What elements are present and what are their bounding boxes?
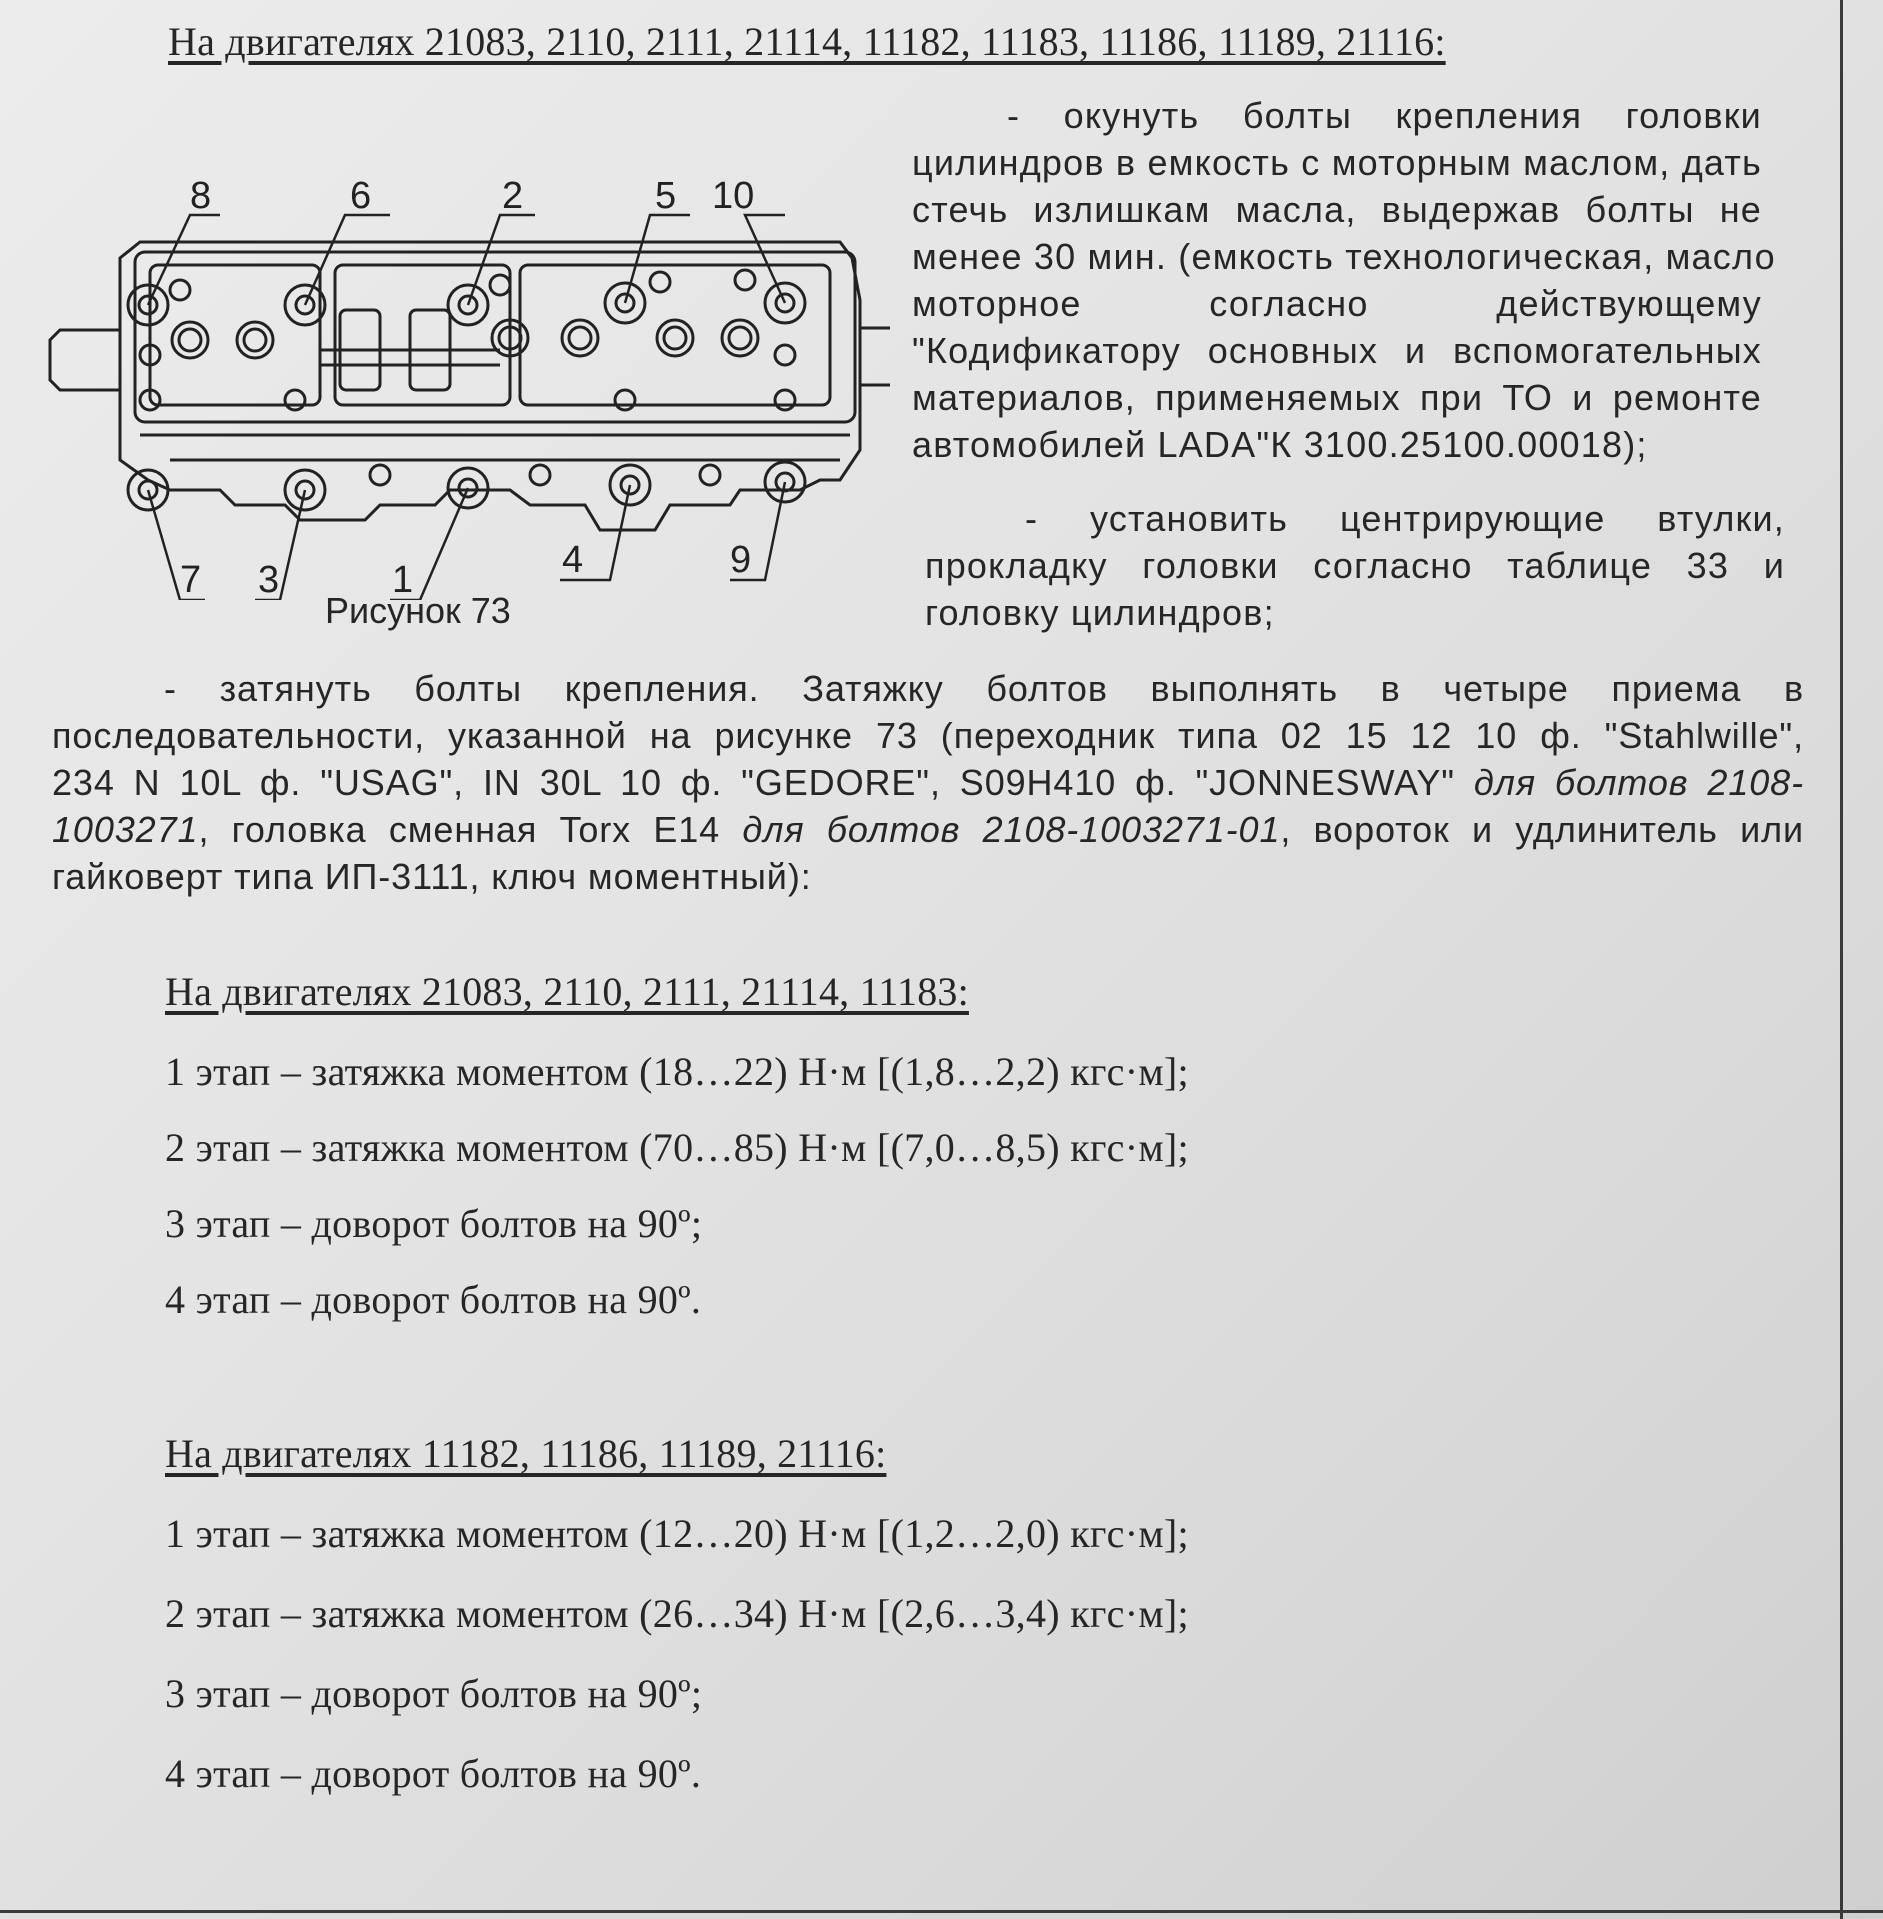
callout-label-9: 9 [730, 539, 752, 581]
text-line: - установить центрирующие втулки, [1025, 498, 1785, 539]
text-line: гайковерт типа ИП-3111, ключ моментный): [52, 856, 812, 897]
step-b-2: 2 этап – затяжка моментом (26…34) Н·м [(2,6…3,4) кгс·м]; [165, 1591, 1189, 1636]
text-line: менее 30 мин. (емкость технологическая, масло [912, 236, 1776, 277]
step-a-4: 4 этап – доворот болтов на 90º. [165, 1277, 702, 1322]
text-line: цилиндров в емкость с моторным маслом, дать [912, 142, 1762, 183]
heading-all-engines: На двигателях 21083, 2110, 2111, 21114, 11182, 11183, 11186, 11189, 21116: [168, 19, 1446, 64]
step-b-3: 3 этап – доворот болтов на 90º; [165, 1671, 703, 1716]
italic-text: для болтов 2108- [1473, 762, 1804, 803]
step-a-3: 3 этап – доворот болтов на 90º; [165, 1201, 703, 1246]
page-edge-line [1840, 0, 1843, 1919]
callout-label-2: 2 [502, 175, 524, 217]
step-b-4: 4 этап – доворот болтов на 90º. [165, 1751, 702, 1796]
instruction-tighten-bolts [52, 665, 1804, 900]
italic-text: для болтов 2108-1003271-01 [742, 809, 1281, 850]
text-line: - окунуть болты крепления головки [1007, 95, 1762, 136]
heading-engines-group-a: На двигателях 21083, 2110, 2111, 21114, 11183: [165, 969, 969, 1014]
callout-label-5: 5 [655, 175, 677, 217]
step-a-1: 1 этап – затяжка моментом (18…22) Н·м [(1,8…2,2) кгс·м]; [165, 1049, 1189, 1094]
callout-label-6: 6 [350, 175, 372, 217]
figure-caption: Рисунок 73 [325, 590, 511, 631]
text-line: стечь излишкам масла, выдержав болты не [912, 189, 1762, 230]
text-line: автомобилей LADA"К 3100.25100.00018); [912, 424, 1648, 465]
text-line: прокладку головки согласно таблице 33 и [925, 545, 1785, 586]
step-b-1: 1 этап – затяжка моментом (12…20) Н·м [(1,2…2,0) кгс·м]; [165, 1511, 1189, 1556]
text-line: последовательности, указанной на рисунке 73 (переходник типа 02 15 12 10 ф. "Stahlwille", [52, 715, 1804, 756]
step-a-2: 2 этап – затяжка моментом (70…85) Н·м [(7,0…8,5) кгс·м]; [165, 1125, 1189, 1170]
callout-label-3: 3 [258, 559, 280, 600]
italic-text: 1003271 [52, 809, 199, 850]
callout-label-10: 10 [712, 175, 755, 217]
cylinder-head-diagram [40, 160, 890, 600]
text-span: 234 N 10L ф. "USAG", IN 30L 10 ф. "GEDORE", S09H410 ф. "JONNESWAY" [52, 762, 1474, 803]
callout-label-1: 1 [392, 559, 414, 600]
instruction-install-head [925, 495, 1785, 636]
text-line: "Кодификатору основных и вспомогательных [912, 330, 1762, 371]
callout-label-4: 4 [562, 539, 584, 581]
text-line [52, 759, 1804, 806]
text-line: головку цилиндров; [925, 592, 1275, 633]
callout-label-7: 7 [180, 559, 202, 600]
callout-label-8: 8 [190, 175, 212, 217]
text-span: , головка сменная Torx E14 [198, 809, 743, 850]
head-bolts [128, 283, 805, 510]
text-line: материалов, применяемых при ТО и ремонте [912, 377, 1762, 418]
leader-lines [148, 215, 785, 600]
instruction-oil-bolts [912, 92, 1776, 468]
text-line [52, 806, 1804, 853]
text-span: , вороток и удлинитель или [1280, 809, 1804, 850]
text-line: - затянуть болты крепления. Затяжку болтов выполнять в четыре приема в [164, 668, 1804, 709]
text-line: моторное согласно действующему [912, 283, 1762, 324]
heading-engines-group-b: На двигателях 11182, 11186, 11189, 21116: [165, 1431, 887, 1476]
page-bottom-line [0, 1910, 1883, 1913]
